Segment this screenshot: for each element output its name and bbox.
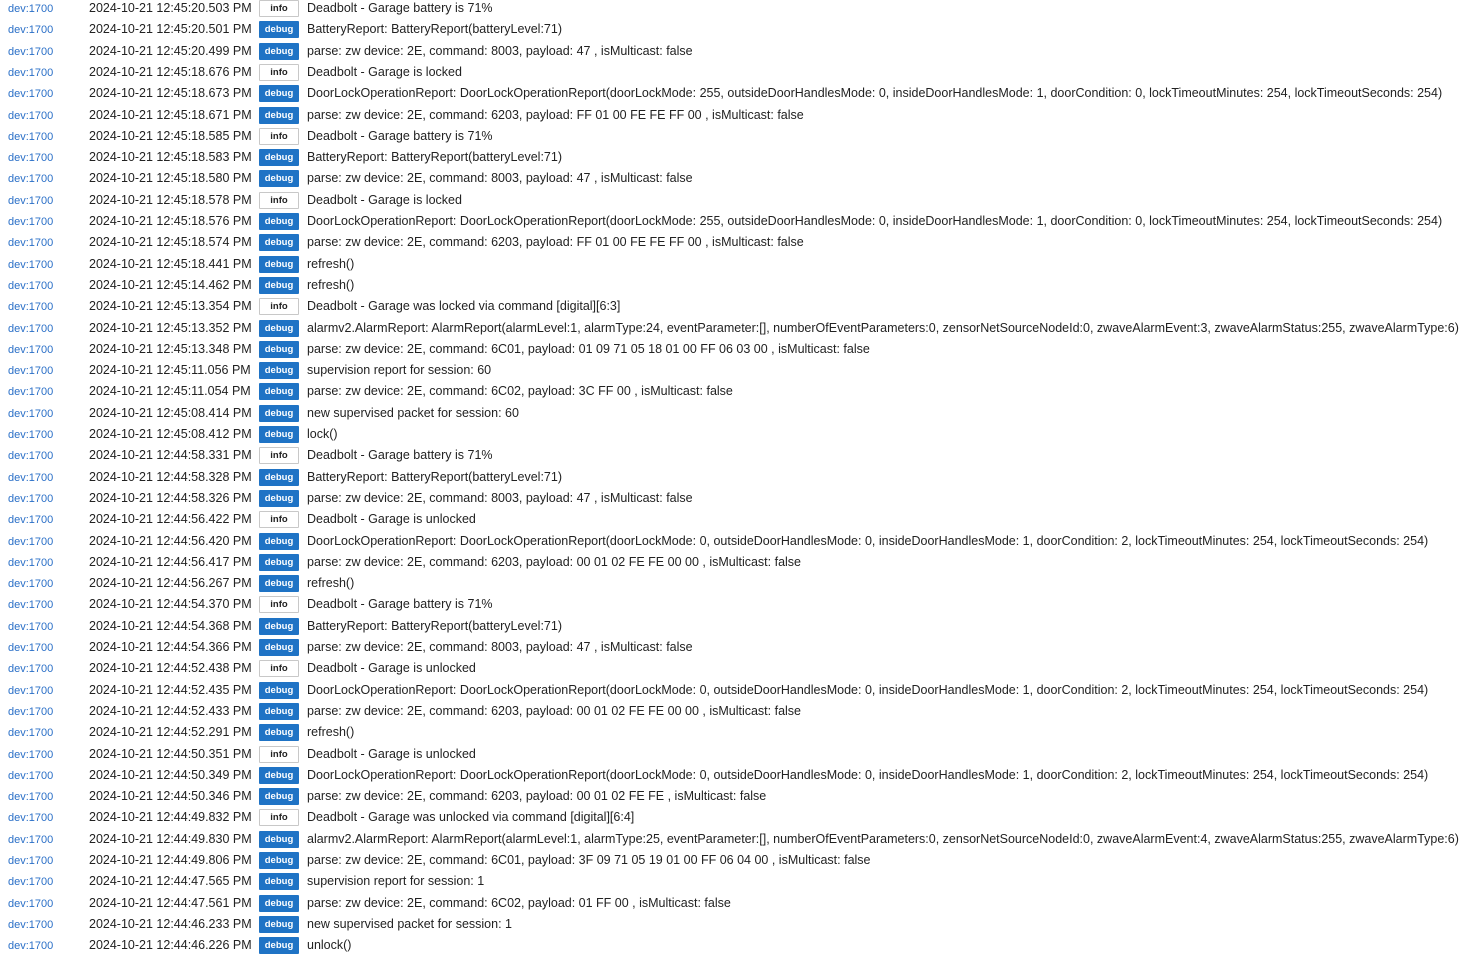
log-row xyxy=(0,127,1474,148)
log-timestamp: 2024-10-21 12:45:11.054 PM xyxy=(89,384,251,399)
log-row xyxy=(0,446,1474,467)
log-timestamp: 2024-10-21 12:44:50.346 PM xyxy=(89,789,252,804)
log-timestamp: 2024-10-21 12:45:18.583 PM xyxy=(89,150,252,165)
log-row xyxy=(0,872,1474,893)
log-timestamp: 2024-10-21 12:44:58.331 PM xyxy=(89,448,252,463)
log-timestamp: 2024-10-21 12:44:54.366 PM xyxy=(89,640,252,654)
log-timestamp: 2024-10-21 12:44:52.435 PM xyxy=(89,682,252,697)
log-row xyxy=(0,0,1474,20)
log-row xyxy=(0,191,1474,212)
level-badge-debug: debug xyxy=(259,213,299,230)
log-message: parse: zw device: 2E, command: 8003, payload: 47 , isMulticast: false xyxy=(307,171,693,186)
level-badge-info: info xyxy=(259,809,299,826)
log-timestamp: 2024-10-21 12:44:47.561 PM xyxy=(89,895,252,910)
log-row xyxy=(0,340,1474,361)
level-badge-debug: debug xyxy=(259,703,299,720)
log-row xyxy=(0,382,1474,403)
level-badge-debug: debug xyxy=(259,43,299,60)
level-badge-debug: debug xyxy=(259,916,299,933)
log-timestamp: 2024-10-21 12:45:13.352 PM xyxy=(89,320,252,335)
device-link[interactable]: dev:1700 xyxy=(8,365,54,378)
log-timestamp: 2024-10-21 12:44:56.267 PM xyxy=(89,576,252,591)
device-link[interactable]: dev:1700 xyxy=(8,343,54,356)
level-badge-debug: debug xyxy=(259,937,299,954)
log-timestamp: 2024-10-21 12:44:49.830 PM xyxy=(89,831,252,846)
device-link[interactable]: dev:1700 xyxy=(8,940,54,953)
log-timestamp: 2024-10-21 12:45:18.576 PM xyxy=(89,214,252,228)
log-timestamp: 2024-10-21 12:44:56.417 PM xyxy=(89,554,252,569)
device-link[interactable]: dev:1700 xyxy=(8,663,54,676)
log-timestamp: 2024-10-21 12:44:54.370 PM xyxy=(89,597,252,612)
device-link[interactable]: dev:1700 xyxy=(8,301,54,314)
log-timestamp: 2024-10-21 12:45:08.412 PM xyxy=(89,427,252,441)
level-badge-debug: debug xyxy=(259,170,299,187)
level-badge-debug: debug xyxy=(259,554,299,571)
level-badge-debug: debug xyxy=(259,277,299,294)
log-message: DoorLockOperationReport: DoorLockOperationReport(doorLockMode: 0, outsideDoorHandlesMode: 0, insideDoorHandlesMode: 1, doorCondition: 2, lockTimeoutMinutes: 254, lockTimeoutSeconds: 254) xyxy=(307,767,1429,782)
level-badge-debug: debug xyxy=(259,767,299,784)
log-row xyxy=(0,63,1474,84)
log-row xyxy=(0,20,1474,41)
level-badge-debug: debug xyxy=(259,341,299,358)
log-row xyxy=(0,84,1474,105)
device-link[interactable]: dev:1700 xyxy=(8,88,54,101)
log-message: supervision report for session: 1 xyxy=(307,874,485,889)
device-link[interactable]: dev:1700 xyxy=(8,833,54,846)
device-link[interactable]: dev:1700 xyxy=(8,492,54,505)
level-badge-info: info xyxy=(259,64,299,81)
level-badge-debug: debug xyxy=(259,533,299,550)
level-badge-debug: debug xyxy=(259,682,299,699)
level-badge-debug: debug xyxy=(259,21,299,38)
log-row xyxy=(0,745,1474,766)
log-timestamp: 2024-10-21 12:44:47.565 PM xyxy=(89,874,252,889)
log-row xyxy=(0,617,1474,638)
device-link[interactable]: dev:1700 xyxy=(8,705,54,718)
log-row xyxy=(0,42,1474,63)
device-link[interactable]: dev:1700 xyxy=(8,258,54,271)
log-row xyxy=(0,404,1474,425)
log-row xyxy=(0,532,1474,553)
log-row xyxy=(0,468,1474,489)
log-timestamp: 2024-10-21 12:44:46.226 PM xyxy=(89,938,252,953)
log-timestamp: 2024-10-21 12:45:14.462 PM xyxy=(89,277,252,292)
log-row xyxy=(0,319,1474,340)
log-message: alarmv2.AlarmReport: AlarmReport(alarmLevel:1, alarmType:24, eventParameter:[], numberOfEventParameters:0, zensorNetSourceNodeId:0, zwaveAlarmEvent:3, zwaveAlarmStatus:255, zwaveAlarmType:6) xyxy=(307,320,1459,335)
log-message: BatteryReport: BatteryReport(batteryLevel:71) xyxy=(307,150,562,165)
log-message: BatteryReport: BatteryReport(batteryLevel:71) xyxy=(307,469,562,484)
log-message: supervision report for session: 60 xyxy=(307,363,492,378)
log-timestamp: 2024-10-21 12:45:18.671 PM xyxy=(89,107,252,122)
log-message: parse: zw device: 2E, command: 8003, payload: 47 , isMulticast: false xyxy=(307,640,693,654)
device-link[interactable]: dev:1700 xyxy=(8,237,54,250)
log-row xyxy=(0,169,1474,190)
log-message: parse: zw device: 2E, command: 6203, payload: 00 01 02 FE FE 00 00 , isMulticast: false xyxy=(307,703,802,718)
log-timestamp: 2024-10-21 12:44:52.433 PM xyxy=(89,703,252,718)
log-timestamp: 2024-10-21 12:44:58.328 PM xyxy=(89,469,252,484)
log-row xyxy=(0,553,1474,574)
log-message: DoorLockOperationReport: DoorLockOperationReport(doorLockMode: 255, outsideDoorHandlesMode: 0, insideDoorHandlesMode: 1, doorCondition: 0, lockTimeoutMinutes: 254, lockTimeoutSeconds: 254) xyxy=(307,86,1443,101)
log-row xyxy=(0,489,1474,510)
device-link[interactable]: dev:1700 xyxy=(8,450,54,463)
level-badge-debug: debug xyxy=(259,575,299,592)
device-link[interactable]: dev:1700 xyxy=(8,407,54,420)
log-row xyxy=(0,148,1474,169)
log-message: parse: zw device: 2E, command: 6203, payload: 00 01 02 FE FE , isMulticast: false xyxy=(307,789,767,804)
device-link[interactable]: dev:1700 xyxy=(8,684,54,697)
log-message: parse: zw device: 2E, command: 8003, payload: 47 , isMulticast: false xyxy=(307,43,693,58)
log-row xyxy=(0,276,1474,297)
log-row xyxy=(0,851,1474,872)
level-badge-info: info xyxy=(259,660,299,677)
log-row xyxy=(0,808,1474,829)
log-row xyxy=(0,638,1474,659)
level-badge-debug: debug xyxy=(259,831,299,848)
device-link[interactable]: dev:1700 xyxy=(8,897,54,910)
device-link[interactable]: dev:1700 xyxy=(8,130,54,143)
log-row xyxy=(0,212,1474,233)
log-message: new supervised packet for session: 1 xyxy=(307,916,512,931)
log-message: BatteryReport: BatteryReport(batteryLevel:71) xyxy=(307,22,562,37)
level-badge-debug: debug xyxy=(259,788,299,805)
log-message: DoorLockOperationReport: DoorLockOperationReport(doorLockMode: 0, outsideDoorHandlesMode: 0, insideDoorHandlesMode: 1, doorCondition: 2, lockTimeoutMinutes: 254, lockTimeoutSeconds: 254) xyxy=(307,682,1429,697)
level-badge-info: info xyxy=(259,0,299,17)
log-row xyxy=(0,106,1474,127)
level-badge-debug: debug xyxy=(259,426,299,443)
log-message: refresh() xyxy=(307,576,355,591)
log-message: Deadbolt - Garage was locked via command [digital][6:3] xyxy=(307,299,621,314)
level-badge-debug: debug xyxy=(259,490,299,507)
log-row xyxy=(0,255,1474,276)
log-message: refresh() xyxy=(307,725,355,740)
device-link[interactable]: dev:1700 xyxy=(8,556,54,569)
log-message: Deadbolt - Garage battery is 71% xyxy=(307,448,493,463)
log-timestamp: 2024-10-21 12:45:13.354 PM xyxy=(89,299,252,314)
log-message: new supervised packet for session: 60 xyxy=(307,405,519,420)
level-badge-debug: debug xyxy=(259,320,299,337)
device-link[interactable]: dev:1700 xyxy=(8,578,54,591)
level-badge-debug: debug xyxy=(259,469,299,486)
device-link[interactable]: dev:1700 xyxy=(8,386,54,399)
device-link[interactable]: dev:1700 xyxy=(8,322,54,335)
level-badge-debug: debug xyxy=(259,107,299,124)
log-timestamp: 2024-10-21 12:44:58.326 PM xyxy=(89,490,252,505)
log-message: lock() xyxy=(307,427,338,441)
level-badge-debug: debug xyxy=(259,639,299,656)
log-message: Deadbolt - Garage battery is 71% xyxy=(307,1,493,15)
log-row xyxy=(0,894,1474,915)
level-badge-info: info xyxy=(259,511,299,528)
log-row xyxy=(0,425,1474,446)
device-link[interactable]: dev:1700 xyxy=(8,45,54,58)
level-badge-debug: debug xyxy=(259,85,299,102)
log-message: DoorLockOperationReport: DoorLockOperationReport(doorLockMode: 0, outsideDoorHandlesMode: 0, insideDoorHandlesMode: 1, doorCondition: 2, lockTimeoutMinutes: 254, lockTimeoutSeconds: 254) xyxy=(307,533,1429,548)
log-message: alarmv2.AlarmReport: AlarmReport(alarmLevel:1, alarmType:25, eventParameter:[], numberOfEventParameters:0, zensorNetSourceNodeId:0, zwaveAlarmEvent:4, zwaveAlarmStatus:255, zwaveAlarmType:6) xyxy=(307,831,1459,846)
log-row xyxy=(0,595,1474,616)
log-row xyxy=(0,681,1474,702)
device-link[interactable]: dev:1700 xyxy=(8,642,54,654)
log-row xyxy=(0,510,1474,531)
log-timestamp: 2024-10-21 12:45:20.503 PM xyxy=(89,1,252,15)
log-row xyxy=(0,830,1474,851)
log-message: parse: zw device: 2E, command: 6C01, payload: 01 09 71 05 18 01 00 FF 06 03 00 , isMulticast: false xyxy=(307,341,870,356)
log-message: refresh() xyxy=(307,256,355,271)
log-timestamp: 2024-10-21 12:44:49.806 PM xyxy=(89,853,252,867)
device-link[interactable]: dev:1700 xyxy=(8,812,54,825)
log-message: parse: zw device: 2E, command: 6C01, payload: 3F 09 71 05 19 01 00 FF 06 04 00 , isMulticast: false xyxy=(307,853,871,867)
device-link[interactable]: dev:1700 xyxy=(8,918,54,931)
log-message: unlock() xyxy=(307,938,352,953)
device-link[interactable]: dev:1700 xyxy=(8,599,54,612)
device-link[interactable]: dev:1700 xyxy=(8,66,54,79)
log-message: parse: zw device: 2E, command: 6203, payload: FF 01 00 FE FE FF 00 , isMulticast: false xyxy=(307,107,804,122)
device-link[interactable]: dev:1700 xyxy=(8,769,54,782)
log-message: BatteryReport: BatteryReport(batteryLevel:71) xyxy=(307,618,562,633)
log-timestamp: 2024-10-21 12:45:11.056 PM xyxy=(89,363,251,378)
device-link[interactable]: dev:1700 xyxy=(8,727,54,740)
level-badge-debug: debug xyxy=(259,383,299,400)
log-timestamp: 2024-10-21 12:45:18.574 PM xyxy=(89,235,252,250)
log-timestamp: 2024-10-21 12:44:52.438 PM xyxy=(89,661,252,676)
log-timestamp: 2024-10-21 12:44:50.349 PM xyxy=(89,767,252,782)
log-timestamp: 2024-10-21 12:44:49.832 PM xyxy=(89,810,252,825)
device-link[interactable]: dev:1700 xyxy=(8,855,54,867)
level-badge-debug: debug xyxy=(259,256,299,273)
device-link[interactable]: dev:1700 xyxy=(8,514,54,527)
log-row xyxy=(0,659,1474,680)
log-timestamp: 2024-10-21 12:45:18.673 PM xyxy=(89,86,252,101)
log-timestamp: 2024-10-21 12:44:56.420 PM xyxy=(89,533,252,548)
log-message: Deadbolt - Garage is locked xyxy=(307,64,462,79)
log-timestamp: 2024-10-21 12:45:20.499 PM xyxy=(89,43,252,58)
log-row xyxy=(0,574,1474,595)
log-timestamp: 2024-10-21 12:45:18.441 PM xyxy=(89,256,252,271)
log-message: DoorLockOperationReport: DoorLockOperationReport(doorLockMode: 255, outsideDoorHandlesMode: 0, insideDoorHandlesMode: 1, doorCondition: 0, lockTimeoutMinutes: 254, lockTimeoutSeconds: 254) xyxy=(307,214,1443,228)
device-link[interactable]: dev:1700 xyxy=(8,152,54,165)
log-message: Deadbolt - Garage was unlocked via command [digital][6:4] xyxy=(307,810,635,825)
log-message: Deadbolt - Garage is unlocked xyxy=(307,746,476,761)
log-message: Deadbolt - Garage is unlocked xyxy=(307,512,476,527)
log-row xyxy=(0,787,1474,808)
log-timestamp: 2024-10-21 12:45:08.414 PM xyxy=(89,405,252,420)
log-timestamp: 2024-10-21 12:45:13.348 PM xyxy=(89,341,252,356)
log-timestamp: 2024-10-21 12:45:18.580 PM xyxy=(89,171,252,186)
level-badge-info: info xyxy=(259,746,299,763)
log-row xyxy=(0,233,1474,254)
device-link[interactable]: dev:1700 xyxy=(8,876,54,889)
log-message: parse: zw device: 2E, command: 8003, payload: 47 , isMulticast: false xyxy=(307,490,693,505)
device-link[interactable]: dev:1700 xyxy=(8,109,54,122)
log-timestamp: 2024-10-21 12:44:50.351 PM xyxy=(89,746,252,761)
level-badge-debug: debug xyxy=(259,234,299,251)
device-link[interactable]: dev:1700 xyxy=(8,3,54,15)
log-timestamp: 2024-10-21 12:44:52.291 PM xyxy=(89,725,252,740)
level-badge-debug: debug xyxy=(259,724,299,741)
level-badge-info: info xyxy=(259,596,299,613)
log-timestamp: 2024-10-21 12:44:54.368 PM xyxy=(89,618,252,633)
level-badge-info: info xyxy=(259,447,299,464)
level-badge-debug: debug xyxy=(259,149,299,166)
log-message: parse: zw device: 2E, command: 6C02, payload: 3C FF 00 , isMulticast: false xyxy=(307,384,733,399)
level-badge-debug: debug xyxy=(259,618,299,635)
level-badge-debug: debug xyxy=(259,362,299,379)
level-badge-info: info xyxy=(259,298,299,315)
log-message: Deadbolt - Garage battery is 71% xyxy=(307,597,493,612)
device-link[interactable]: dev:1700 xyxy=(8,173,54,186)
log-message: Deadbolt - Garage is unlocked xyxy=(307,661,476,676)
level-badge-info: info xyxy=(259,192,299,209)
log-row xyxy=(0,702,1474,723)
level-badge-debug: debug xyxy=(259,405,299,422)
level-badge-debug: debug xyxy=(259,873,299,890)
device-link[interactable]: dev:1700 xyxy=(8,535,54,548)
log-row xyxy=(0,766,1474,787)
log-timestamp: 2024-10-21 12:45:18.578 PM xyxy=(89,192,252,207)
level-badge-debug: debug xyxy=(259,895,299,912)
log-timestamp: 2024-10-21 12:45:18.585 PM xyxy=(89,128,252,143)
device-link[interactable]: dev:1700 xyxy=(8,620,54,633)
device-link[interactable]: dev:1700 xyxy=(8,429,54,441)
log-row xyxy=(0,297,1474,318)
device-link[interactable]: dev:1700 xyxy=(8,471,54,484)
log-message: parse: zw device: 2E, command: 6C02, payload: 01 FF 00 , isMulticast: false xyxy=(307,895,731,910)
log-message: Deadbolt - Garage battery is 71% xyxy=(307,128,493,143)
device-link[interactable]: dev:1700 xyxy=(8,791,54,804)
log-message: refresh() xyxy=(307,277,355,292)
device-link[interactable]: dev:1700 xyxy=(8,279,54,292)
level-badge-info: info xyxy=(259,128,299,145)
device-link[interactable]: dev:1700 xyxy=(8,748,54,761)
device-link[interactable]: dev:1700 xyxy=(8,24,54,37)
log-message: parse: zw device: 2E, command: 6203, payload: FF 01 00 FE FE FF 00 , isMulticast: false xyxy=(307,235,804,250)
log-message: parse: zw device: 2E, command: 6203, payload: 00 01 02 FE FE 00 00 , isMulticast: false xyxy=(307,554,802,569)
log-row xyxy=(0,915,1474,936)
device-link[interactable]: dev:1700 xyxy=(8,194,54,207)
log-timestamp: 2024-10-21 12:45:20.501 PM xyxy=(89,22,252,37)
log-timestamp: 2024-10-21 12:44:56.422 PM xyxy=(89,512,252,527)
log-message: Deadbolt - Garage is locked xyxy=(307,192,462,207)
log-row xyxy=(0,723,1474,744)
log-row xyxy=(0,361,1474,382)
log-timestamp: 2024-10-21 12:44:46.233 PM xyxy=(89,916,252,931)
log-timestamp: 2024-10-21 12:45:18.676 PM xyxy=(89,64,252,79)
log-row xyxy=(0,936,1474,957)
device-link[interactable]: dev:1700 xyxy=(8,216,54,228)
level-badge-debug: debug xyxy=(259,852,299,869)
